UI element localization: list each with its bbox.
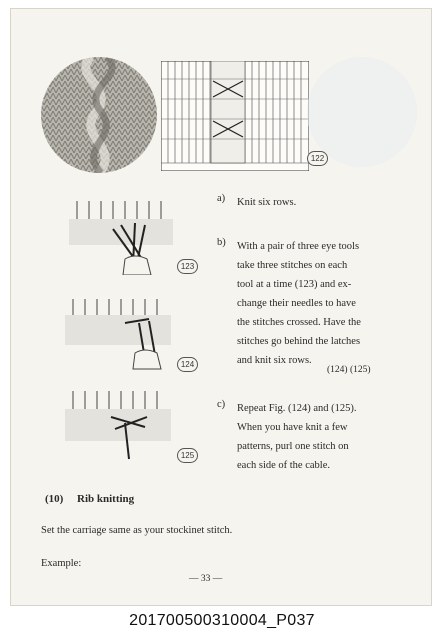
book-page (10, 8, 432, 606)
archive-caption: 201700500310004_P037 (129, 612, 315, 629)
step-b-label: b) (217, 237, 226, 248)
step-c-text (237, 399, 417, 475)
step-b-line: change their needles to have (237, 298, 356, 309)
step-b-line: With a pair of three eye tools (237, 241, 360, 252)
step-c-line: patterns, purl one stitch on (237, 441, 349, 452)
figure-badge-123: 123 (177, 259, 198, 274)
chart-shadow-circle (307, 57, 417, 167)
step-c-label: c) (217, 399, 226, 410)
section-title: Rib knitting (77, 493, 135, 505)
figure-badge-122: 122 (307, 151, 328, 166)
step-a-text: Knit six rows. (237, 197, 297, 208)
figure-125-illustration (65, 383, 175, 472)
step-b-text (237, 237, 417, 370)
page-number: — 33 — (189, 574, 223, 584)
example-label: Example: (41, 558, 82, 569)
knitted-cable-photo (41, 57, 157, 173)
section-number: (10) (45, 493, 64, 505)
figure-123-illustration (69, 195, 179, 280)
cable-stitch-chart (161, 61, 309, 171)
step-a-label: a) (217, 193, 226, 204)
step-b-line: the stitches crossed. Have the (237, 317, 361, 328)
step-b-line: take three stitches on each (237, 260, 348, 271)
step-b-line: tool at a time (123) and ex- (237, 279, 352, 290)
figure-badge-124: 124 (177, 357, 198, 372)
step-b-figure-refs: (124) (125) (327, 365, 371, 375)
step-b-line: stitches go behind the latches (237, 336, 361, 347)
step-c-line: Repeat Fig. (124) and (125). (237, 403, 357, 414)
figure-124-illustration (65, 293, 175, 378)
body-text: Set the carriage same as your stockinet stitch. (41, 525, 233, 536)
figure-badge-125: 125 (177, 448, 198, 463)
step-c-line: each side of the cable. (237, 460, 330, 471)
step-c-line: When you have knit a few (237, 422, 348, 433)
step-b-line: and knit six rows. (237, 355, 312, 366)
